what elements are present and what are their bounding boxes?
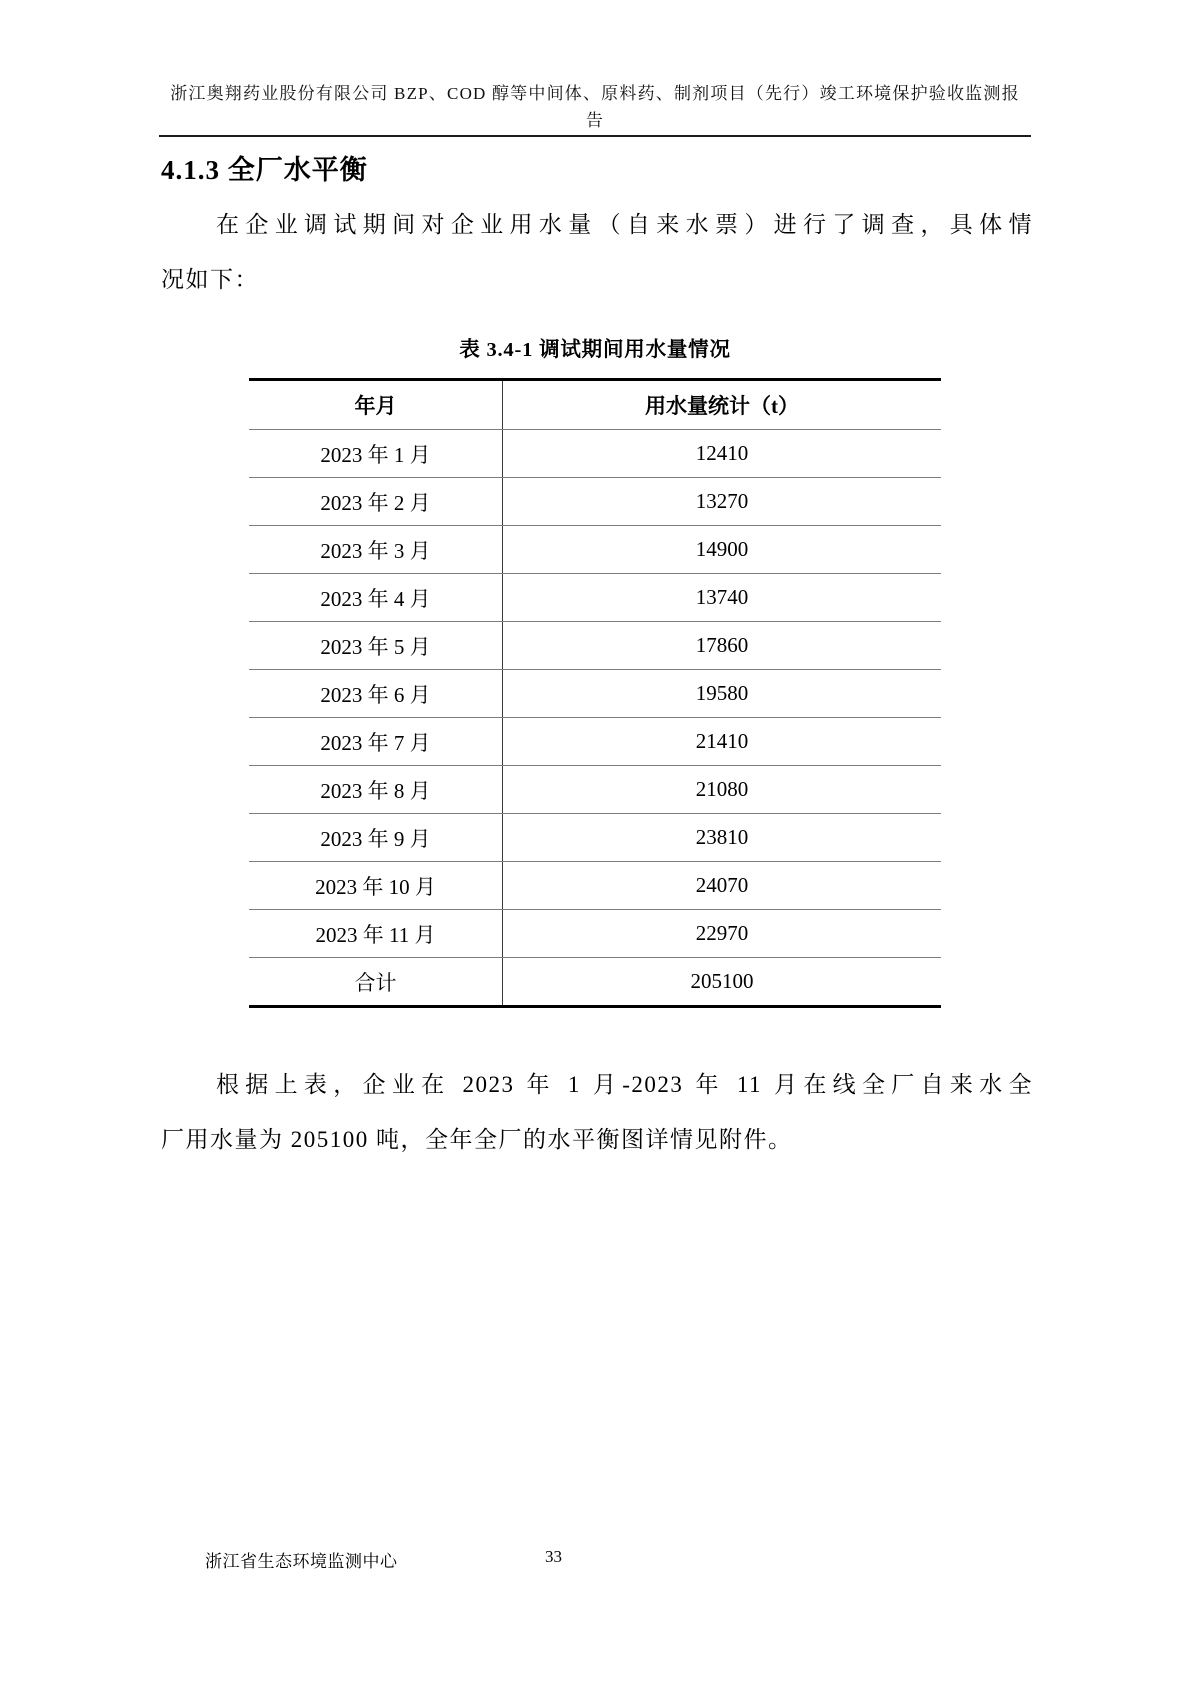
usage-value-cell: 22970: [503, 910, 942, 958]
usage-table-body: [249, 430, 941, 1007]
usage-value-cell: 13740: [503, 574, 942, 622]
usage-value-cell: 13270: [503, 478, 942, 526]
summary-paragraph-line1: 根据上表，企业在 2023 年 1 月-2023 年 11 月在线全厂自来水全: [216, 1072, 1033, 1097]
table-row: [249, 910, 941, 958]
usage-value-cell: 21080: [503, 766, 942, 814]
table-row: [249, 478, 941, 526]
month-cell: 2023 年 9 月: [249, 814, 503, 862]
footer-page-number: 33: [545, 1547, 562, 1566]
table-header-row: [249, 380, 941, 430]
usage-value-cell: 205100: [690, 969, 754, 993]
section-heading: 4.1.3 全厂水平衡: [161, 155, 368, 185]
footer-organization: 浙江省生态环境监测中心: [205, 1552, 398, 1571]
table-row: [249, 766, 941, 814]
table-row: [249, 526, 941, 574]
month-cell: 2023 年 7 月: [249, 718, 503, 766]
column-header-month: 年月: [249, 380, 503, 430]
table-row: [249, 862, 941, 910]
month-cell: 2023 年 4 月: [249, 574, 503, 622]
month-cell: 2023 年 3 月: [249, 526, 503, 574]
table-row: [249, 958, 941, 1007]
table-row: [249, 574, 941, 622]
page-header: [159, 80, 1031, 134]
table-title: 表 3.4-1 调试期间用水量情况: [459, 339, 731, 361]
month-cell: 2023 年 6 月: [249, 670, 503, 718]
intro-paragraph-line2: 况如下：: [161, 267, 259, 292]
usage-value-cell: 17860: [503, 622, 942, 670]
page-header-line2: 告: [585, 111, 605, 130]
month-cell: 2023 年 1 月: [249, 430, 503, 478]
month-cell: 2023 年 8 月: [249, 766, 503, 814]
water-usage-table: [249, 378, 941, 1008]
intro-paragraph: [161, 197, 1033, 307]
usage-value-cell: 21410: [503, 718, 942, 766]
page-header-line1: 浙江奥翔药业股份有限公司 BZP、COD 醇等中间体、原料药、制剂项目（先行）竣工环境保护验收监测报: [170, 84, 1020, 103]
month-cell: 合计: [249, 958, 503, 1007]
table-row: [249, 430, 941, 478]
table-row: [249, 670, 941, 718]
usage-value-cell: 14900: [503, 526, 942, 574]
month-cell: 2023 年 10 月: [249, 862, 503, 910]
table-row: [249, 622, 941, 670]
month-cell: 2023 年 2 月: [249, 478, 503, 526]
header-rule: [159, 135, 1031, 137]
usage-value-cell: 12410: [503, 430, 942, 478]
table-header: [249, 380, 941, 430]
usage-value-cell: 19580: [503, 670, 942, 718]
usage-value-cell: 23810: [503, 814, 942, 862]
column-header-usage: 用水量统计（t）: [503, 380, 942, 430]
table-row: [249, 814, 941, 862]
intro-paragraph-line1: 在企业调试期间对企业用水量（自来水票）进行了调查，具体情: [216, 212, 1033, 237]
summary-paragraph: [161, 1057, 1033, 1167]
usage-value-cell: 24070: [503, 862, 942, 910]
month-cell: 2023 年 5 月: [249, 622, 503, 670]
summary-paragraph-line2: 厂用水量为 205100 吨，全年全厂的水平衡图详情见附件。: [161, 1127, 793, 1152]
month-cell: 2023 年 11 月: [249, 910, 503, 958]
table-row: [249, 718, 941, 766]
